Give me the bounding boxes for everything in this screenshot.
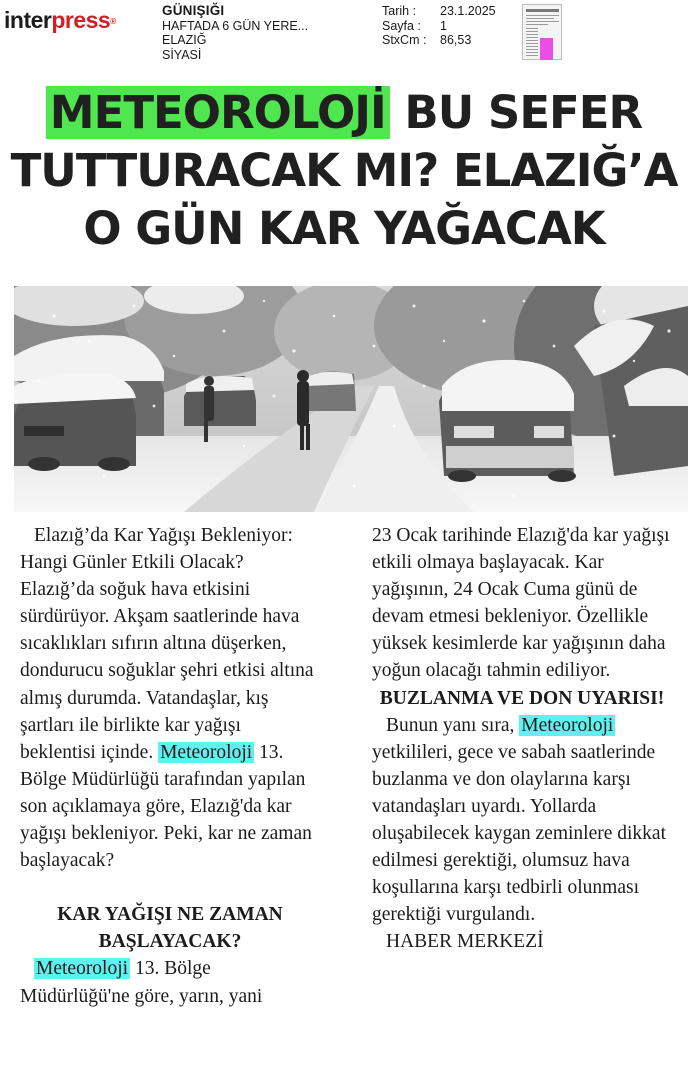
headline-highlighted-word: METEOROLOJİ bbox=[46, 86, 390, 139]
article-paragraph-3 bbox=[372, 712, 672, 929]
clip-date-row bbox=[382, 4, 496, 19]
highlighted-term: Meteoroloji bbox=[160, 741, 253, 763]
paragraph-3-text-b: yetkilileri, gece ve sabah saatlerinde buzlanma ve don olaylarına karşı vatandaşları uyardı. Yollarda oluşabilecek kaygan zeminlere dikkat edilmesi gerektiği, olumsuz hava koşullarına karşı tedbirli olunması gerektiği vurgulandı. bbox=[372, 741, 667, 926]
highlighted-term: Meteoroloji bbox=[521, 714, 614, 736]
article-paragraph-2 bbox=[20, 955, 320, 1009]
article-headline bbox=[0, 84, 688, 258]
clip-stxcm-row bbox=[382, 33, 496, 48]
stxcm-value: 86,53 bbox=[440, 33, 472, 47]
subheading-ice-warning: BUZLANMA VE DON UYARISI! bbox=[379, 687, 665, 709]
date-label: Tarih : bbox=[382, 4, 417, 18]
article-column-right bbox=[372, 522, 672, 956]
paragraph-1-text-b: 13. Bölge Müdürlüğü tarafından yapılan son açıklamaya göre, Elazığ'da kar yağışı bekleniyor. Peki, kar ne zaman başlayacak? bbox=[20, 741, 312, 872]
paragraph-3-text-a: Bunun yanı sıra, bbox=[386, 714, 520, 736]
agency-logo bbox=[4, 6, 116, 34]
clip-city: ELAZIĞ bbox=[162, 33, 207, 47]
highlighted-term: Meteoroloji bbox=[36, 958, 129, 980]
page-thumbnail bbox=[522, 4, 562, 60]
article-paragraph-2-continued: 23 Ocak tarihinde Elazığ'da kar yağışı etkili olmaya başlayacak. Kar yağışının, 24 Ocak Cuma günü de devam etmesi bekleniyor. Özellikle yüksek kesimlerde kar yağışının daha yoğun olacağı tahmin ediliyor. bbox=[372, 525, 670, 682]
article-paragraph-1 bbox=[20, 522, 320, 874]
logo-inter-text: inter bbox=[4, 7, 52, 33]
logo-press-text: press bbox=[51, 7, 111, 33]
paragraph-2-text-b: 13. Bölge Müdürlüğü'ne göre, yarın, yani bbox=[20, 958, 263, 1007]
headline-line3: O GÜN KAR YAĞACAK bbox=[83, 202, 605, 255]
paragraph-1-text-a: Elazığ’da Kar Yağışı Bekleniyor: Hangi Günler Etkili Olacak? Elazığ’da soğuk hava etkisini sürdürüyor. Akşam saatlerinde hava sıcaklıkları sıfırın altına düşerken, dondurucu soğuklar şehri etkisi altına almış durumda. Vatandaşlar, kış şartları ile birlikte kar yağışı beklentisi içinde. bbox=[20, 525, 314, 763]
clip-category: SİYASİ bbox=[162, 47, 202, 62]
publication-name: GÜNIŞIĞI bbox=[162, 3, 225, 18]
stxcm-label: StxCm : bbox=[382, 33, 427, 47]
clip-meta-info bbox=[382, 4, 496, 48]
thumbnail-article-highlight bbox=[540, 38, 553, 60]
headline-line1-rest: BU SEFER bbox=[389, 86, 643, 139]
article-column-left bbox=[20, 522, 320, 1010]
headline-line2: TUTTURACAK MI? ELAZIĞ’A bbox=[10, 144, 678, 197]
registered-mark: ® bbox=[110, 17, 116, 26]
page-value: 1 bbox=[440, 18, 447, 33]
article-author: HABER MERKEZİ bbox=[386, 931, 544, 953]
subheading-when-snow: KAR YAĞIŞI NE ZAMAN BAŞLAYACAK? bbox=[57, 904, 283, 953]
page-label: Sayfa : bbox=[382, 18, 421, 33]
clip-section-title: HAFTADA 6 GÜN YERE... bbox=[162, 18, 309, 33]
article-photo-snowy-street bbox=[14, 286, 688, 512]
clip-page-row bbox=[382, 19, 496, 34]
date-value: 23.1.2025 bbox=[440, 4, 496, 18]
clip-source-info bbox=[162, 4, 362, 62]
